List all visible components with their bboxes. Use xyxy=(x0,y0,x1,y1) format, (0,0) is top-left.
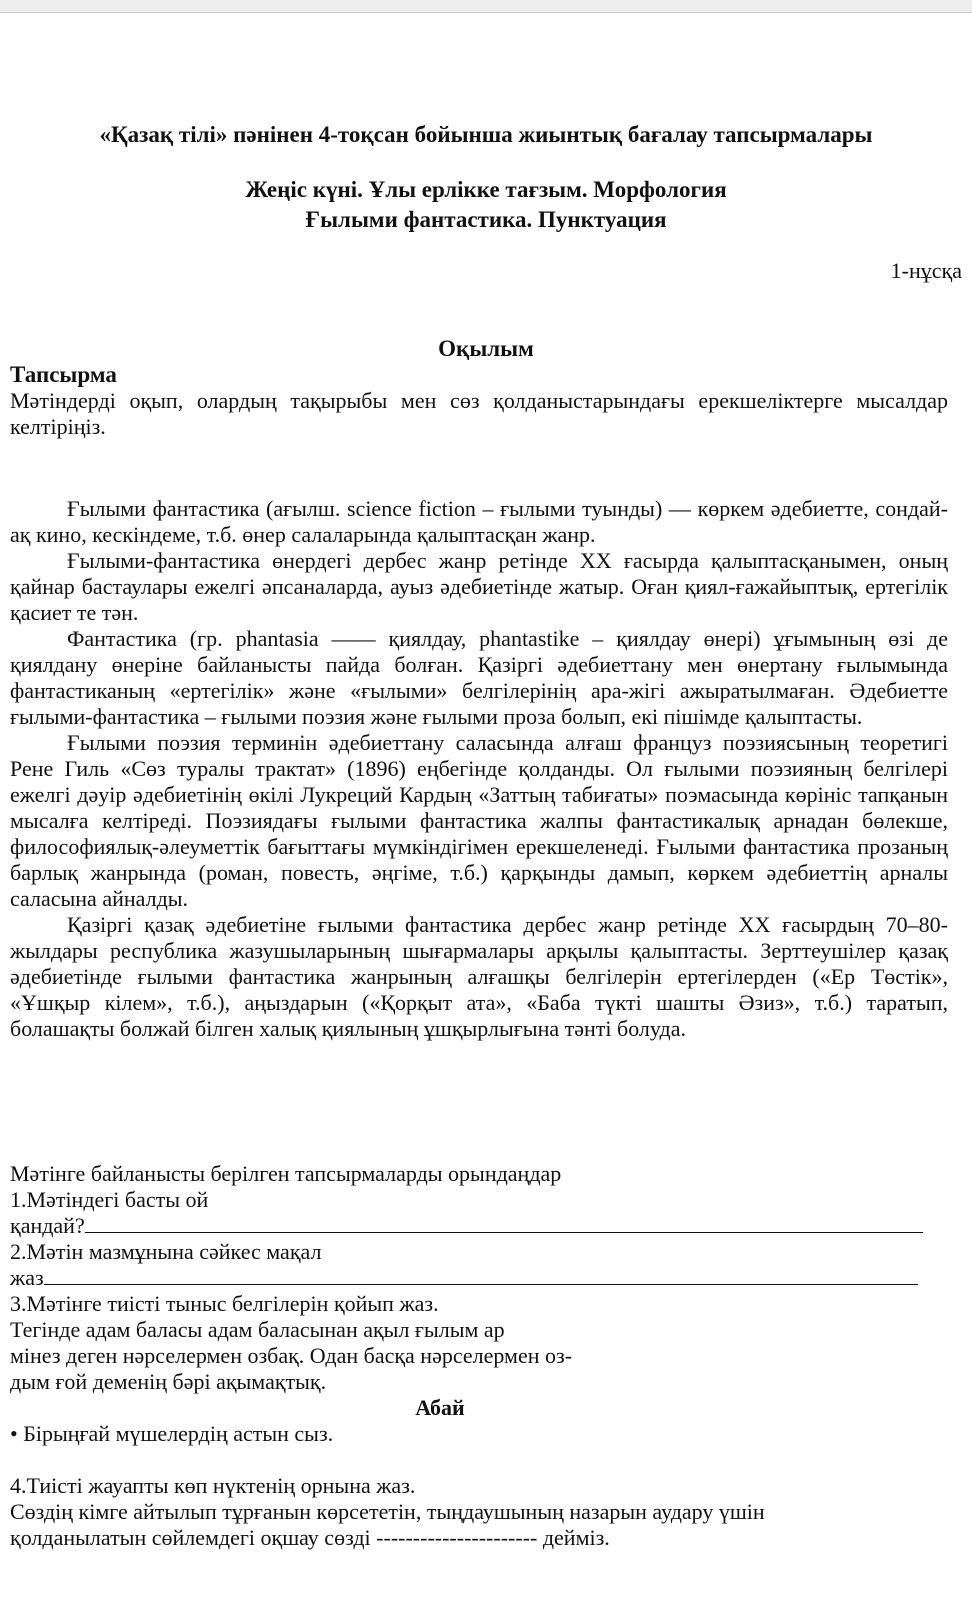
document-title: «Қазақ тілі» пәнінен 4-тоқсан бойынша жиынтық бағалау тапсырмалары xyxy=(99,122,873,147)
paragraph-1: Ғылыми фантастика (ағылш. science fiction – ғылыми туынды) — көркем әдебиетте, сондай-ақ кино, кескіндеме, т.б. өнер салаларында қалыптасқан жанр. xyxy=(10,496,948,547)
question-4-text-line-1: Сөздің кімге айтылып тұрғанын көрсететін, тыңдаушының назарын аудару үшін xyxy=(10,1499,765,1524)
subtitle-line-1: Жеңіс күні. Ұлы ерлікке тағзым. Морфология xyxy=(245,177,727,202)
question-2-line-2 xyxy=(10,1265,948,1291)
variant-label: 1-нұсқа xyxy=(890,258,962,283)
quote-line-3: дым ғой деменің бәрі ақымақтық. xyxy=(10,1369,327,1394)
paragraph-3: Фантастика (гр. phantasia —— қиялдау, phantastike – қиялдау өнері) ұғымының өзі де қиялдану өнеріне байланысты пайда болған. Қазіргі әдебиеттану мен өнертану ғылымында фантастиканың «ертегілік» және «ғылыми» белгілерінің ара-жігі ажыратылмаған. Әдебиетте ғылыми-фантастика – ғылыми поэзия және ғылыми проза болып, екі пішімде қалыптасты. xyxy=(10,626,948,729)
reading-text xyxy=(10,496,948,1042)
subtitle-line-2: Ғылыми фантастика. Пунктуация xyxy=(305,207,667,232)
question-4: 4.Тиісті жауапты көп нүктенің орнына жаз. xyxy=(10,1473,416,1498)
answer-line-1[interactable] xyxy=(85,1214,923,1233)
quote-line-2: мінез деген нәрселермен озбақ. Одан басқа нәрселермен оз- xyxy=(10,1343,573,1368)
questions-intro: Мәтінге байланысты берілген тапсырмаларды орындаңдар xyxy=(10,1161,562,1186)
document-subtitle xyxy=(10,175,962,235)
task-instructions: Мәтіндерді оқып, олардың тақырыбы мен сөз қолданыстарындағы ерекшеліктерге мысалдар келтіріңіз. xyxy=(10,388,948,439)
question-1-line-1: 1.Мәтіндегі басты ой xyxy=(10,1187,209,1212)
question-1-prompt: қандай? xyxy=(10,1213,85,1238)
quote-author: Абай xyxy=(415,1395,465,1420)
answer-line-2[interactable] xyxy=(44,1266,918,1285)
paragraph-4: Ғылыми поэзия терминін әдебиеттану саласында алғаш француз поэзиясының теоретигі Рене Гиль «Сөз туралы трактат» (1896) еңбегінде қолданды. Ол ғылыми поэзияның белгілері ежелгі дәуір әдебиетінің өкілі Лукреций Кардың «Заттың табиғаты» поэмасында көрініс тапқанын мысалға келтіреді. Поэзиядағы ғылыми фантастика жалпы фантастикалық арнадан бөлекше, философиялық-әлеуметтік бағыттағы мүмкіндігімен ерекшеленеді. Ғылыми фантастика прозаның барлық жанрында (роман, повесть, әңгіме, т.б.) қарқынды дамып, көркем әдебиеттің арналы саласына айналды. xyxy=(10,730,948,911)
question-2-prompt: жаз xyxy=(10,1265,44,1290)
question-3: 3.Мәтінге тиісті тыныс белгілерін қойып жаз. xyxy=(10,1291,439,1316)
task-label: Тапсырма xyxy=(10,362,117,387)
question-1-line-2 xyxy=(10,1213,948,1239)
paragraph-2: Ғылыми-фантастика өнердегі дербес жанр ретінде XX ғасырда қалыптасқанымен, оның қайнар бастаулары ежелгі әпсаналарда, ауыз әдебиетінде жатыр. Оған қиял-ғажайыптық, ертегілік қасиет те тән. xyxy=(10,548,948,625)
section-title: Оқылым xyxy=(438,336,534,361)
bullet-instruction: • Бірыңғай мүшелердің астын сыз. xyxy=(10,1421,334,1446)
question-2-line-1: 2.Мәтін мазмұнына сәйкес мақал xyxy=(10,1239,322,1264)
quote-line-1: Тегінде адам баласы адам баласынан ақыл ғылым ар xyxy=(10,1317,505,1342)
paragraph-5: Қазіргі қазақ әдебиетіне ғылыми фантастика дербес жанр ретінде XX ғасырдың 70–80-жылдары республика жазушыларының шығармалары арқылы қалыптасты. Зерттеушілер қазақ әдебиетінде ғылыми фантастика жанрының алғашқы белгілерін ертегілерден («Ер Төстік», «Ұшқыр кілем», т.б.), аңыздарын («Қорқыт ата», «Баба түкті шашты Әзиз», т.б.) таратып, болашақты болжай білген халық қиялының ұшқырлығына тәнті болуда. xyxy=(10,912,948,1041)
window-top-bar xyxy=(0,0,972,13)
spacer xyxy=(10,1447,948,1473)
question-4-text-line-2: қолданылатын сөйлемдегі оқшау сөзді ---------------------- дейміз. xyxy=(10,1525,610,1550)
questions-section xyxy=(10,1161,948,1551)
